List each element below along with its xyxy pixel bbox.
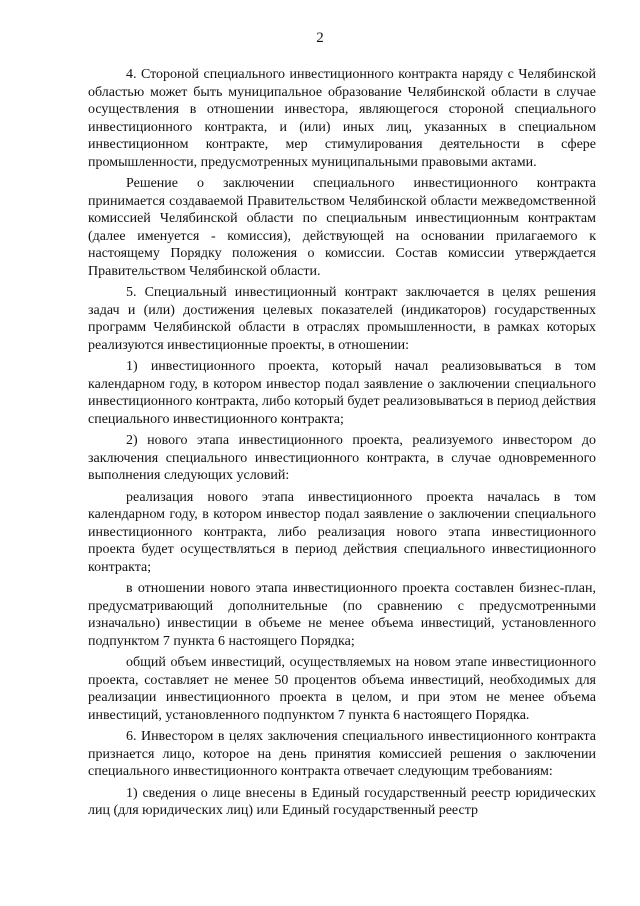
paragraph-5-condition-3: общий объем инвестиций, осуществляемых на новом этапе инвестиционного проекта, составляет не менее 50 процентов объема инвестиций, необходимых для реализации инвестиционного проекта в целом, и при этом не менее объема инвестиций, установленного подпунктом 7 пункта 6 настоящего Порядка. [88,655,596,723]
paragraph-5-item-1: 1) инвестиционного проекта, который начал реализовываться в том календарном году, в котором инвестор подал заявление о заключении специального инвестиционного контракта, либо который будет реализовываться в период действия специального инвестиционного контракта; [88,359,596,427]
paragraph-5-item-2: 2) нового этапа инвестиционного проекта, реализуемого инвестором до заключения специального инвестиционного контракта, в случае одновременного выполнения следующих условий: [88,433,596,483]
paragraph-5-condition-1: реализация нового этапа инвестиционного проекта началась в том календарном году, в котором инвестор подал заявление о заключении специального инвестиционного контракта, либо реализация нового этапа инвестиционного проекта будет осуществляться в период действия специального инвестиционного контракта; [88,489,596,575]
paragraph-5-condition-2: в отношении нового этапа инвестиционного проекта составлен бизнес-план, предусматривающий дополнительные (по сравнению с предусмотренными изначально) инвестиции в объеме не менее объема инвестиций, установленного подпунктом 7 пункта 6 настоящего Порядка; [88,581,596,649]
document-body [88,66,596,824]
paragraph-4: 4. Стороной специального инвестиционного контракта наряду с Челябинской областью может быть муниципальное образование Челябинской области в случае осуществления в отношении инвестора, являющегося стороной специального инвестиционного контракта, и (или) иных лиц, указанных в специальном инвестиционном контракте, мер стимулирования деятельности в сфере промышленности, предусмотренных муниципальными правовыми актами. [88,67,596,170]
paragraph-decision: Решение о заключении специального инвестиционного контракта принимается создаваемой Правительством Челябинской области межведомственной комиссией Челябинской области по специальным инвестиционным контрактам (далее именуется - комиссия), действующей на основании прилагаемого к настоящему Порядку положения о комиссии. Состав комиссии утверждается Правительством Челябинской области. [88,176,596,279]
paragraph-6-item-1: 1) сведения о лице внесены в Единый государственный реестр юридических лиц (для юридических лиц) или Единый государственный реестр [88,785,596,818]
paragraph-6: 6. Инвестором в целях заключения специального инвестиционного контракта признается лицо, которое на день принятия комиссией решения о заключении специального инвестиционного контракта отвечает следующим требованиям: [88,729,596,779]
page-number: 2 [316,30,324,46]
paragraph-5: 5. Специальный инвестиционный контракт заключается в целях решения задач и (или) достижения целевых показателей (индикаторов) государственных программ Челябинской области в отраслях промышленности, в рамках которых реализуются инвестиционные проекты, в отношении: [88,285,596,353]
